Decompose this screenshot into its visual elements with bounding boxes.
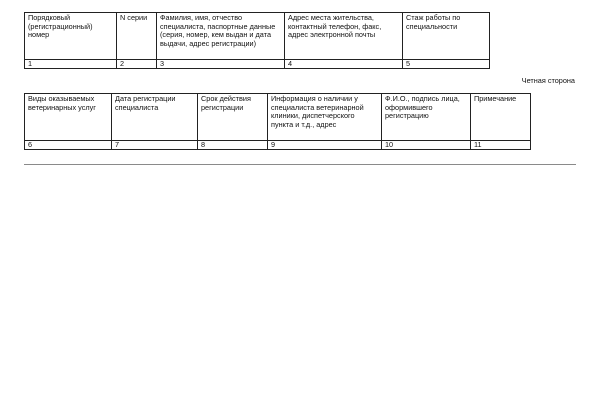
column-number-cell: 9: [268, 141, 382, 150]
header-cell-registrar-signature: Ф.И.О., подпись лица, оформившего регистрацию: [382, 94, 471, 141]
column-number-cell: 2: [117, 60, 157, 69]
header-cell-service-types: Виды оказываемых ветеринарных услуг: [25, 94, 112, 141]
column-number-row: [25, 60, 490, 69]
header-cell-specialist-name: Фамилия, имя, отчество специалиста, паспортные данные (серия, номер, кем выдан и дата выдачи, адрес регистрации): [157, 13, 285, 60]
registry-table-odd-side: [24, 12, 490, 69]
even-side-label: Четная сторона: [521, 76, 575, 85]
table-header-row: [25, 94, 531, 141]
column-number-cell: 6: [25, 141, 112, 150]
column-number-cell: 4: [285, 60, 403, 69]
column-number-cell: 3: [157, 60, 285, 69]
header-cell-address-contacts: Адрес места жительства, контактный телефон, факс, адрес электронной почты: [285, 13, 403, 60]
registry-table-even-side: [24, 93, 531, 150]
header-cell-registration-validity: Срок действия регистрации: [198, 94, 268, 141]
column-number-cell: 7: [112, 141, 198, 150]
header-cell-work-experience: Стаж работы по специальности: [403, 13, 490, 60]
header-cell-clinic-info: Информация о наличии у специалиста ветеринарной клиники, диспетчерского пункта и т.д., адрес: [268, 94, 382, 141]
page-divider: [24, 164, 576, 165]
column-number-cell: 1: [25, 60, 117, 69]
column-number-row: [25, 141, 531, 150]
column-number-cell: 11: [471, 141, 531, 150]
header-cell-registration-number: Порядковый (регистрационный) номер: [25, 13, 117, 60]
column-number-cell: 10: [382, 141, 471, 150]
column-number-cell: 8: [198, 141, 268, 150]
header-cell-registration-date: Дата регистрации специалиста: [112, 94, 198, 141]
table-header-row: [25, 13, 490, 60]
header-cell-series-number: N серии: [117, 13, 157, 60]
header-cell-note: Примечание: [471, 94, 531, 141]
column-number-cell: 5: [403, 60, 490, 69]
